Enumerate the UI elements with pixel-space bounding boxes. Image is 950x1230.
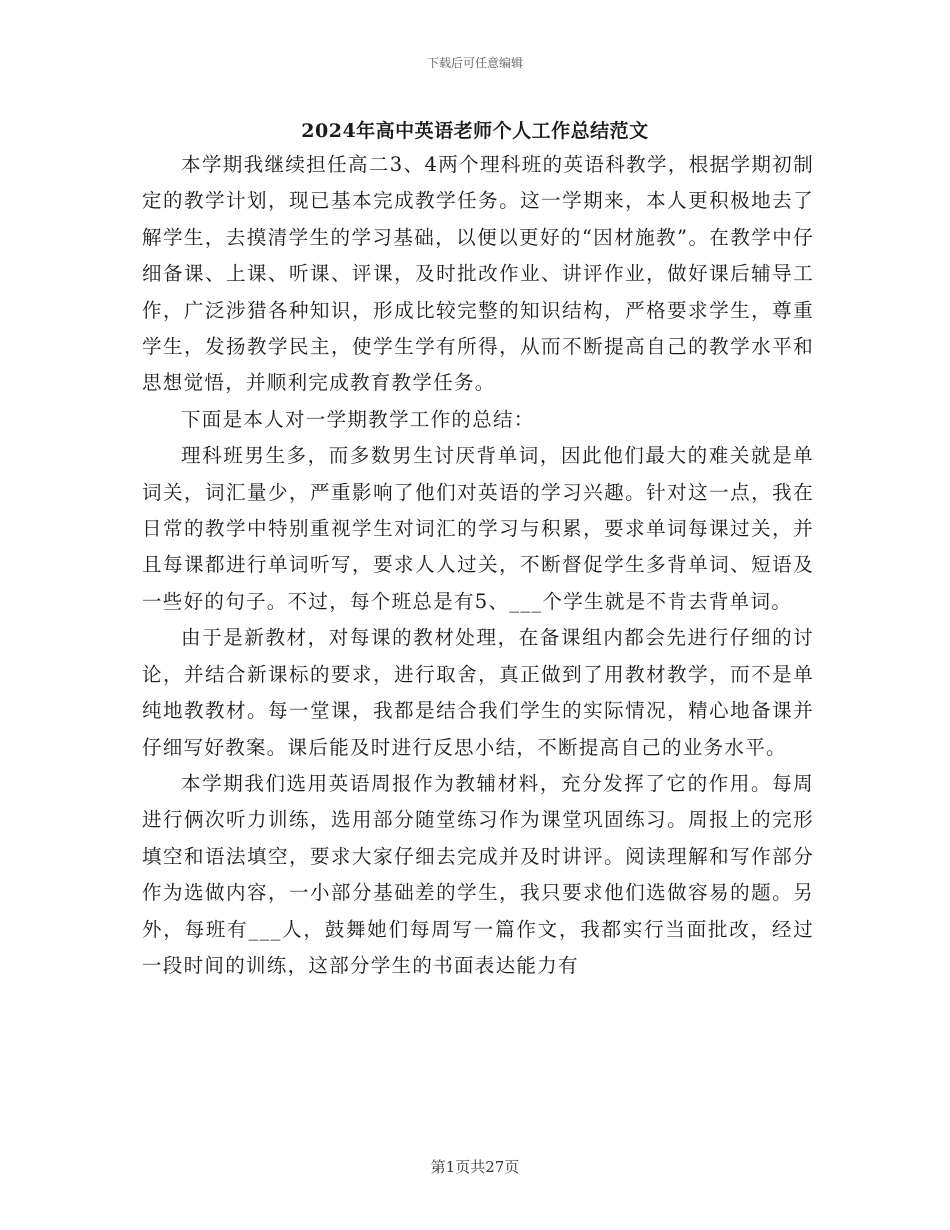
- document-title: 2024年高中英语老师个人工作总结范文: [301, 120, 649, 142]
- page-header: 下载后可任意编辑: [426, 56, 523, 70]
- page-number-footer: 第1页共27页: [430, 1158, 520, 1176]
- paragraph: 下面是本人对一学期教学工作的总结：: [181, 407, 535, 431]
- paragraph: 理科班男生多，而多数男生讨厌背单词，因此他们最大的难关就是单词关，词汇量少，严重影响了他们对英语的学习兴趣。针对这一点，我在日常的教学中特别重视学生对词汇的学习与积累，要求单词每课过关，并且每课都进行单词听写，要求人人过关，不断督促学生多背单词、短语及一些好的句子。不过，每个班总是有5、___个学生就是不肯去背单词。: [142, 444, 814, 613]
- paragraph: 由于是新教材，对每课的教材处理，在备课组内都会先进行仔细的讨论，并结合新课标的要求，进行取舍，真正做到了用教材教学，而不是单纯地教教材。每一堂课，我都是结合我们学生的实际情况，精心地备课并仔细写好教案。课后能及时进行反思小结，不断提高自己的业务水平。: [142, 626, 814, 759]
- paragraph: 本学期我继续担任高二3、4两个理科班的英语科教学，根据学期初制定的教学计划，现已基本完成教学任务。这一学期来，本人更积极地去了解学生，去摸清学生的学习基础，以便以更好的“因材施教”。在教学中仔细备课、上课、听课、评课，及时批改作业、讲评作业，做好课后辅导工作，广泛涉猎各种知识，形成比较完整的知识结构，严格要求学生，尊重学生，发扬教学民主，使学生学有所得，从而不断提高自己的教学水平和思想觉悟，并顺利完成教育教学任务。: [142, 153, 814, 395]
- paragraph: 本学期我们选用英语周报作为教辅材料，充分发挥了它的作用。每周进行俩次听力训练，选用部分随堂练习作为课堂巩固练习。周报上的完形填空和语法填空，要求大家仔细去完成并及时讲评。阅读理解和写作部分作为选做内容，一小部分基础差的学生，我只要求他们选做容易的题。另外，每班有___人，鼓舞她们每周写一篇作文，我都实行当面批改，经过一段时间的训练，这部分学生的书面表达能力有: [142, 771, 814, 977]
- document-body: [142, 147, 814, 984]
